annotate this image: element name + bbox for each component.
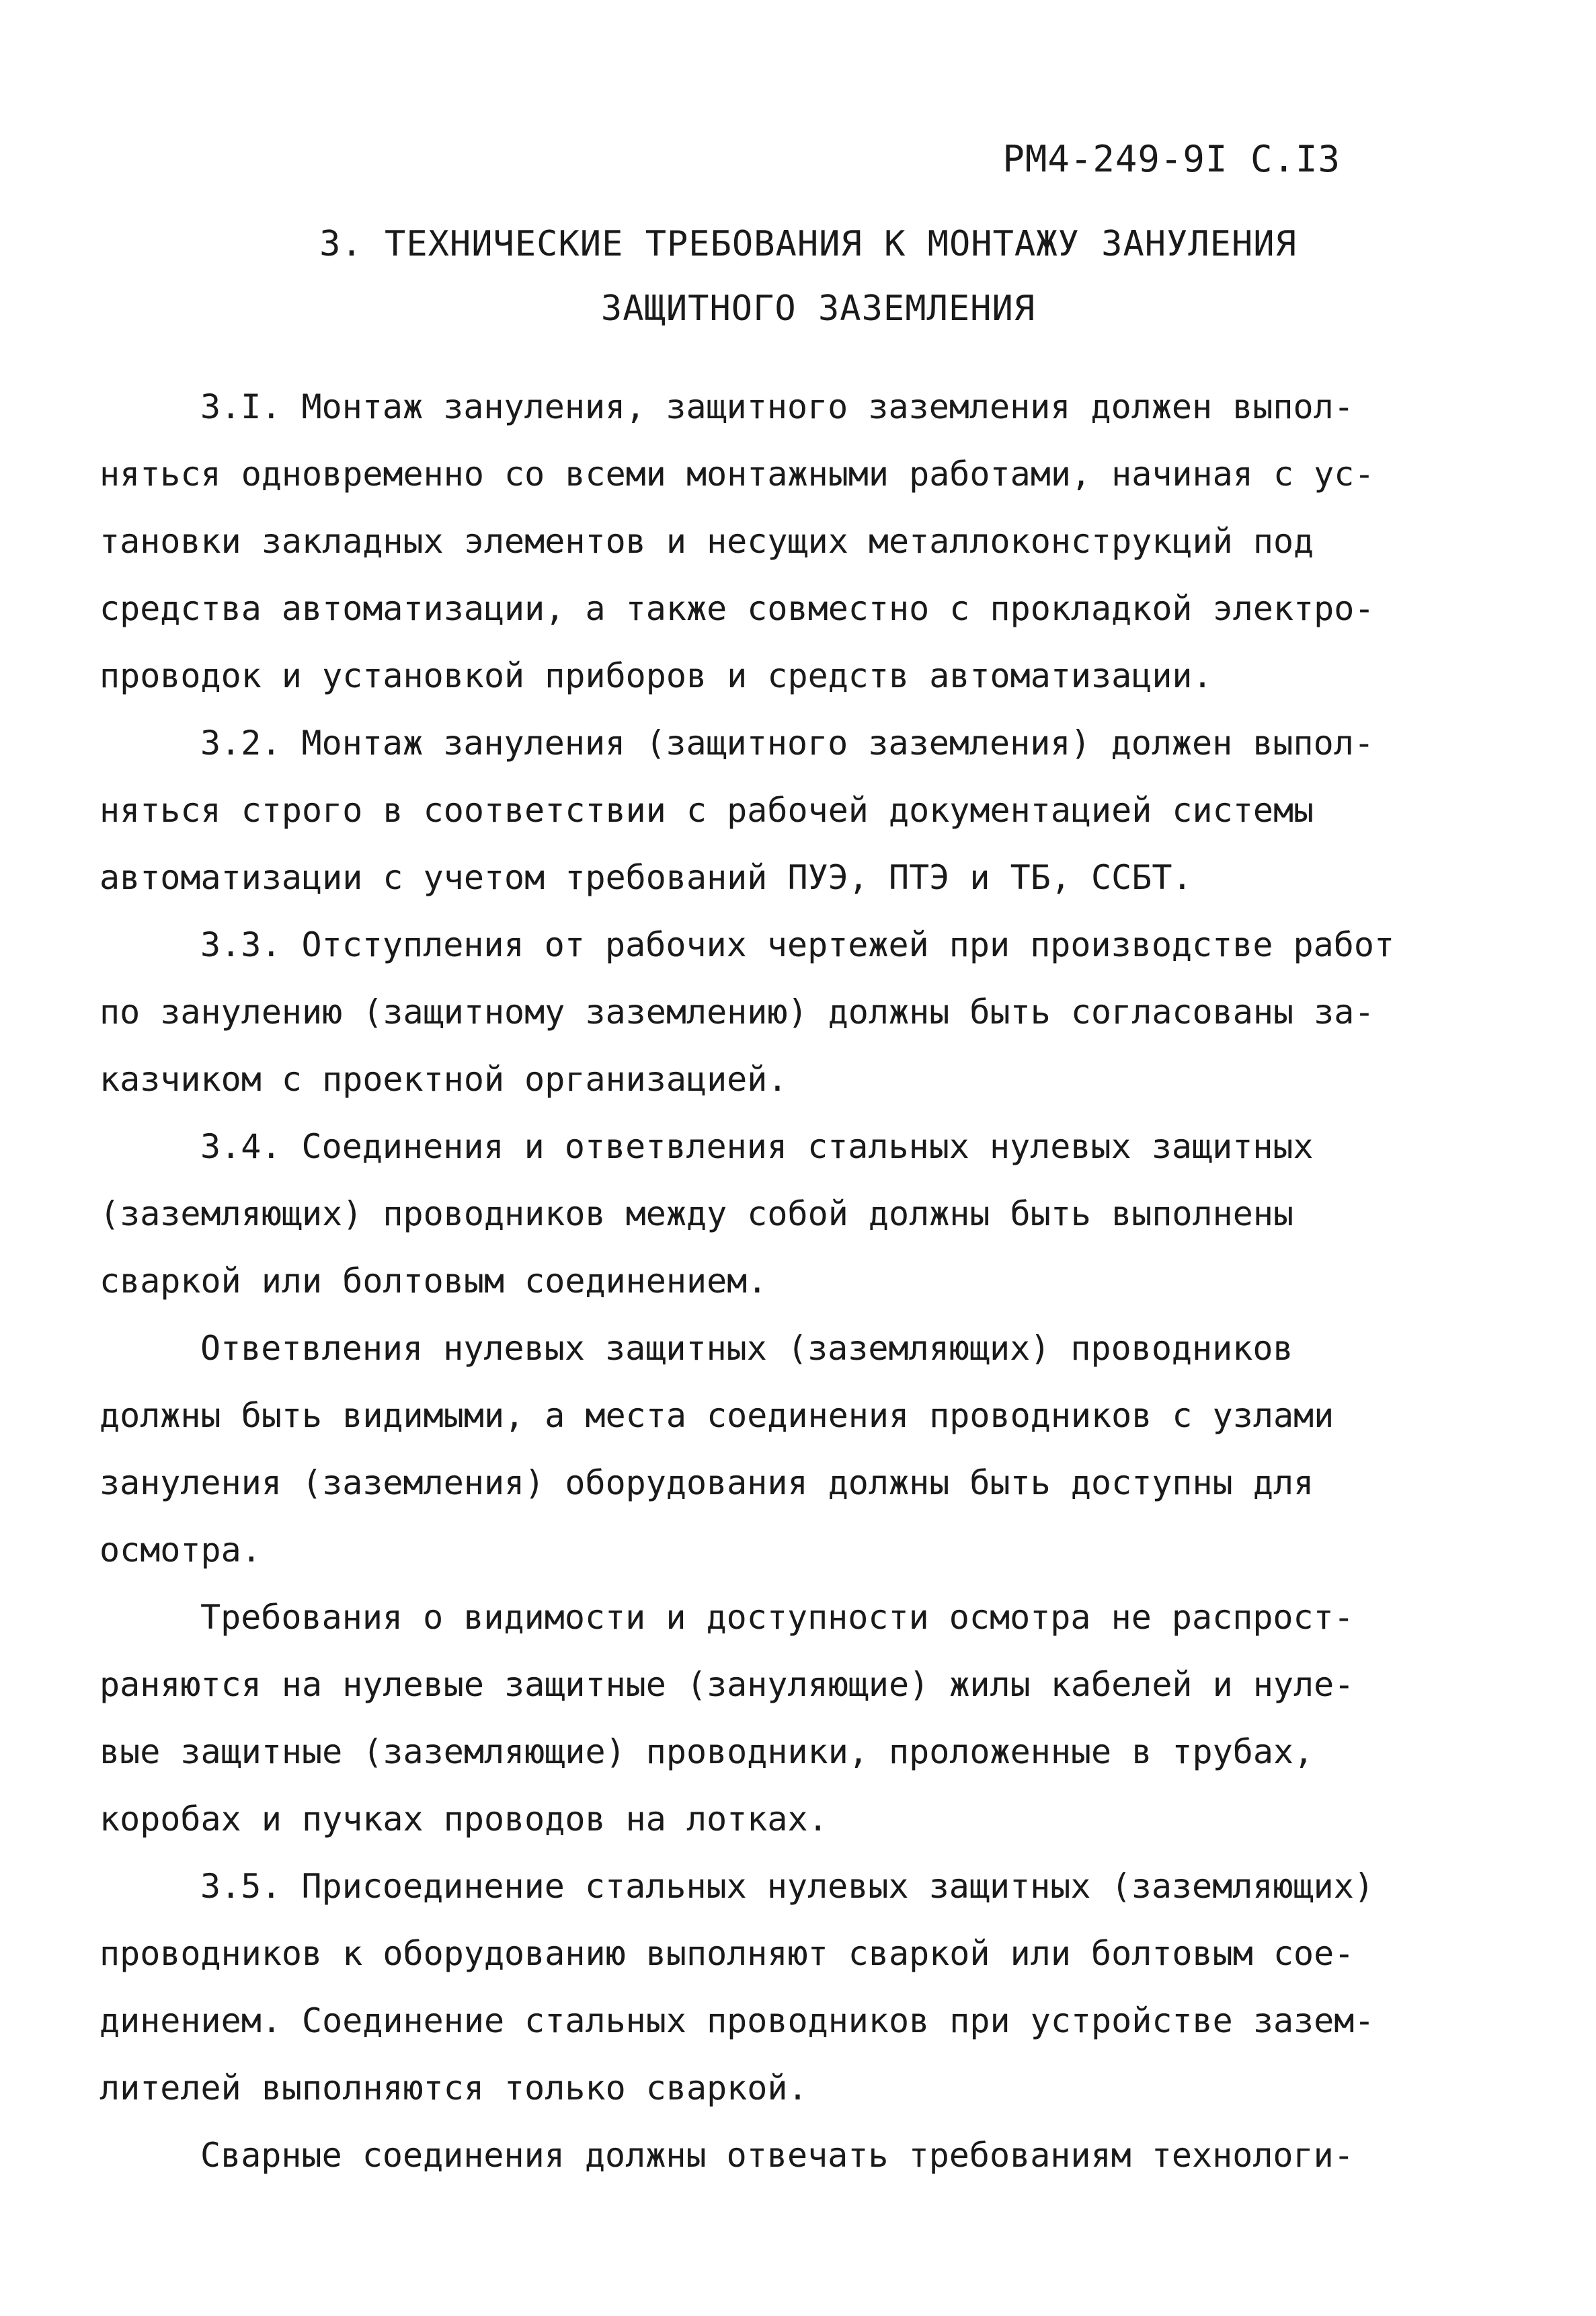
text-line: проводок и установкой приборов и средств автоматизации.: [99, 656, 1213, 695]
text-line: лителей выполняются только сваркой.: [99, 2069, 808, 2108]
text-line: 3.5. Присоединение стальных нулевых защитных (заземляющих): [200, 1867, 1374, 1906]
text-line: зануления (заземления) оборудования должны быть доступны для: [99, 1463, 1314, 1502]
text-line: средства автоматизации, а также совместно с прокладкой электро-: [99, 589, 1375, 628]
text-line: няться строго в соответствии с рабочей документацией системы: [99, 791, 1314, 830]
text-line: проводников к оборудованию выполняют сваркой или болтовым сое-: [99, 1934, 1355, 1973]
text-line: коробах и пучках проводов на лотках.: [99, 1800, 828, 1839]
text-line: должны быть видимыми, а места соединения проводников с узлами: [99, 1396, 1334, 1435]
text-line: 3.3. Отступления от рабочих чертежей при производстве работ: [200, 925, 1395, 964]
text-line: тановки закладных элементов и несущих металлоконструкций под: [99, 522, 1314, 561]
text-line: динением. Соединение стальных проводников при устройстве зазем-: [99, 2001, 1375, 2040]
text-line: Требования о видимости и доступности осмотра не распрост-: [200, 1598, 1354, 1637]
text-line: автоматизации с учетом требований ПУЭ, ПТЭ и ТБ, ССБТ.: [99, 858, 1193, 897]
section-title: [0, 212, 1596, 341]
text-line: 3.I. Монтаж зануления, защитного заземления должен выпол-: [200, 387, 1354, 426]
text-line: (заземляющих) проводников между собой должны быть выполнены: [99, 1194, 1294, 1233]
text-line: Сварные соединения должны отвечать требованиям технологи-: [200, 2136, 1354, 2175]
text-line: Ответвления нулевых защитных (заземляющих) проводников: [200, 1329, 1293, 1368]
section-title-line-2: ЗАЩИТНОГО ЗАЗЕМЛЕНИЯ: [600, 288, 1036, 329]
document-body: [99, 373, 1404, 2189]
document-code: РМ4-249-9I С.I3: [1002, 138, 1341, 180]
text-line: сваркой или болтовым соединением.: [99, 1262, 768, 1301]
text-line: 3.4. Соединения и ответвления стальных нулевых защитных: [200, 1127, 1314, 1166]
text-line: вые защитные (заземляющие) проводники, проложенные в трубах,: [99, 1732, 1314, 1771]
text-line: няться одновременно со всеми монтажными работами, начиная с ус-: [99, 455, 1375, 494]
text-line: казчиком с проектной организацией.: [99, 1060, 788, 1099]
text-line: осмотра.: [99, 1531, 262, 1570]
text-line: раняются на нулевые защитные (зануляющие) жилы кабелей и нуле-: [99, 1665, 1355, 1704]
text-line: 3.2. Монтаж зануления (защитного заземления) должен выпол-: [200, 724, 1374, 763]
section-title-line-1: 3. ТЕХНИЧЕСКИЕ ТРЕБОВАНИЯ К МОНТАЖУ ЗАНУЛЕНИЯ: [319, 224, 1297, 264]
text-line: по занулению (защитному заземлению) должны быть согласованы за-: [99, 993, 1375, 1032]
